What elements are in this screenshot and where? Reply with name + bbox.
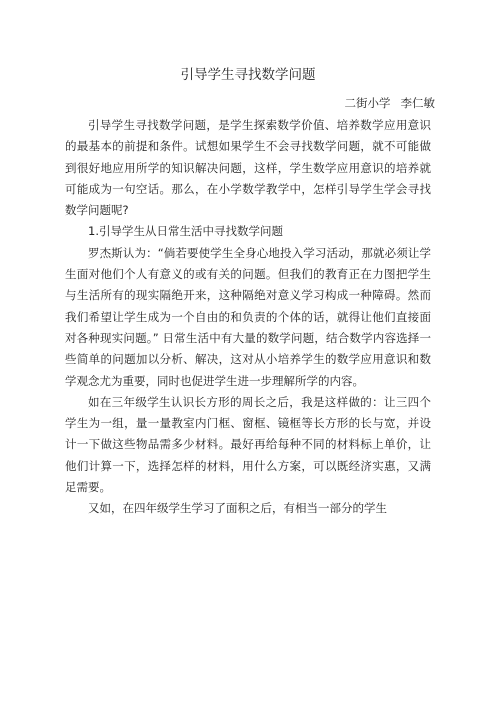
author-school: 二街小学: [344, 96, 391, 110]
body-paragraph-1: 罗杰斯认为：“倘若要使学生全身心地投入学习活动，那就必须让学生面对他们个人有意义的或有关的问题。但我们的教育正在力图把学生与生活所有的现实隔绝开来，这种隔绝对意义学习构成一种障碍。然而我们希望让学生成为一个自由的和负责的个体的话，就得让他们直接面对各种现实问题。” 日常生活中有大量的数学问题，结合数学内容选择一些简单的问题加以分析、解决，这对从小培养学生的数学应用意识和数学观念尤为重要，同时也促进学生进一步理解所学的内容。: [65, 245, 431, 388]
document-body: [65, 115, 431, 520]
author-name: 李仁敏: [400, 96, 435, 110]
intro-paragraph: 引导学生寻找数学问题，是学生探索数学价值、培养数学应用意识的最基本的前提和条件。试想如果学生不会寻找数学问题，就不可能做到很好地应用所学的知识解决问题，这样，学生数学应用意识的培养就可能成为一句空话。那么，在小学数学教学中，怎样引导学生学会寻找数学问题呢?: [65, 118, 431, 218]
body-paragraph-2: 如在三年级学生认识长方形的周长之后，我是这样做的：让三四个学生为一组，量一量教室内门框、窗框、镜框等长方形的长与宽，并设计一下做这些物品需多少材料。最好再给每种不同的材料标上单价，让他们计算一下，选择怎样的材料，用什么方案，可以既经济实惠，又满足需要。: [65, 394, 431, 495]
document-title: 引导学生寻找数学问题: [180, 67, 316, 83]
section-heading: 1.引导学生从日常生活中寻找数学问题: [88, 224, 283, 239]
author-line: [345, 94, 436, 112]
body-paragraph-3: 又如，在四年级学生学习了面积之后，有相当一部分的学生: [88, 501, 387, 516]
